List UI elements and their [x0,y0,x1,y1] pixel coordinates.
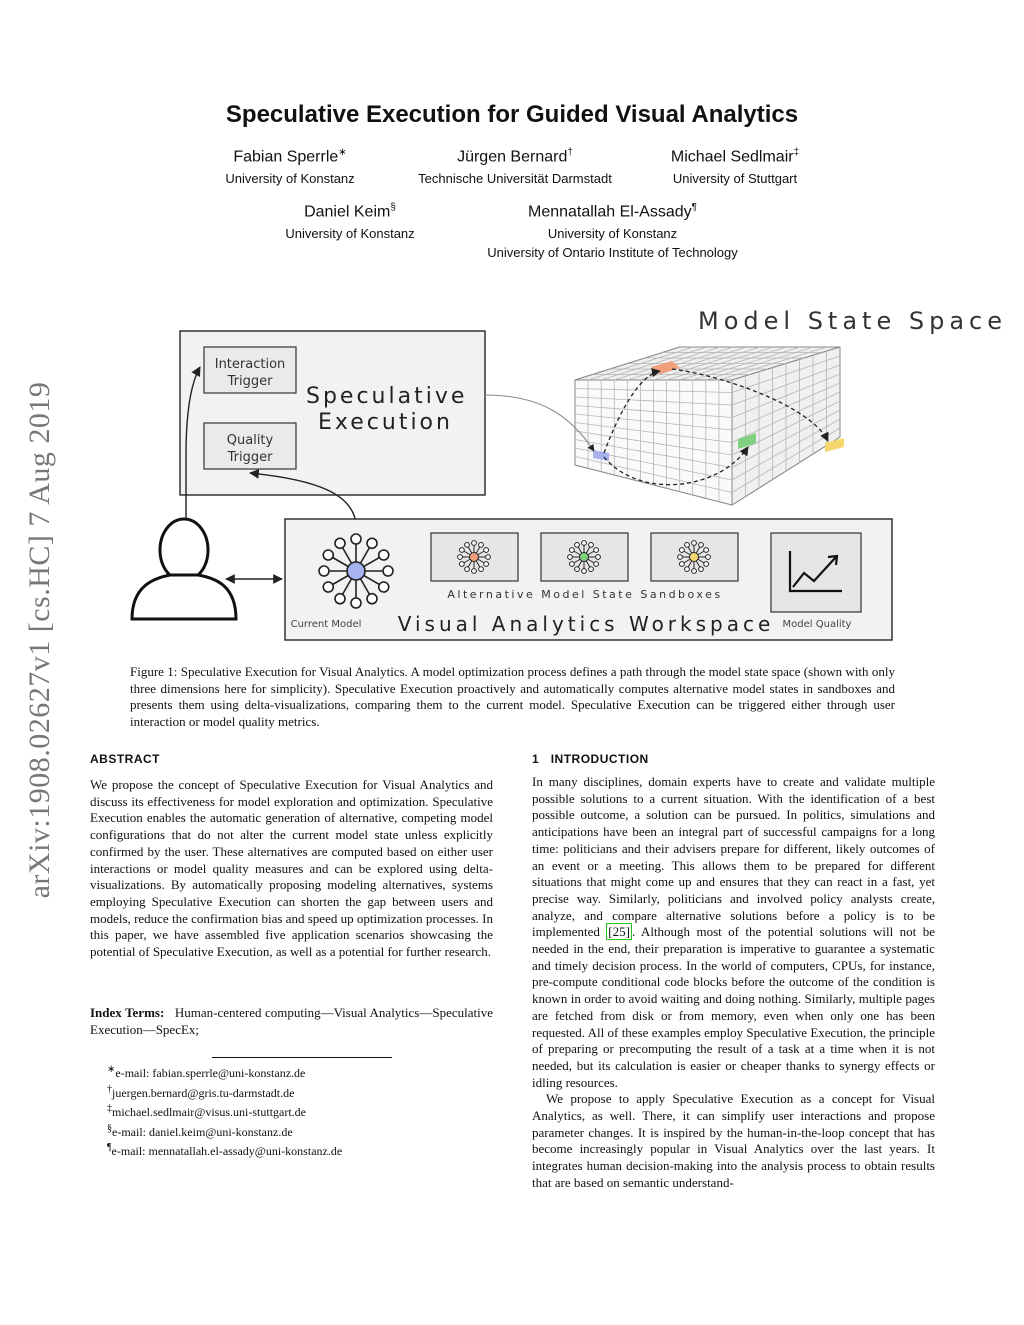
quality-trigger-label: Quality [226,433,274,448]
figure-speculative-execution [120,295,1007,650]
abstract-heading: ABSTRACT [90,752,160,766]
author-affiliation: University of Stuttgart [672,171,798,187]
author-block [260,202,440,241]
current-model-label: Current Model [290,619,362,630]
quality-trigger-label: Trigger [227,450,273,465]
author-block [400,147,630,186]
author-block [640,147,830,186]
introduction-body [532,774,935,1192]
author-affiliation-secondary: University of Ontario Institute of Technology [487,245,738,261]
interaction-trigger-label: Interaction [214,357,286,372]
author-name: Mennatallah El-Assady¶ [527,202,697,221]
section-title: INTRODUCTION [550,752,649,766]
section-number: 1 [532,752,540,766]
author-name: Jürgen Bernard† [457,147,573,166]
index-terms-value: Human-centered computing—Visual Analytics—Speculative Execution—SpecEx; [90,1005,494,1037]
footnote-item: §e-mail: daniel.keim@uni-konstanz.de [107,1122,293,1139]
footnote-rule [212,1057,392,1058]
arxiv-stamp [10,350,70,930]
author-block [460,202,765,260]
workspace-label: Visual Analytics Workspace [397,612,775,636]
paper-title: Speculative Execution for Guided Visual Analytics [225,101,799,128]
footnote-item: ‡michael.sedlmair@visus.uni-stuttgart.de [107,1103,307,1120]
author-name: Daniel Keim§ [304,202,396,221]
model-state-space-label: Model State Space [698,307,1007,335]
interaction-trigger-label: Trigger [227,374,273,389]
footnote-item: †juergen.bernard@gris.tu-darmstadt.de [107,1083,295,1100]
figure-caption: Figure 1: Speculative Execution for Visual Analytics. A model optimization process defines a path through the model state space (shown with only three dimensions here for simplicity). Speculative Execution proactively and automatically computes alternative model states in sandboxes and presents them using delta-visualizations, comparing them to the current model. Speculative Execution can be triggered either through user interaction or model quality metrics. [130,664,895,729]
index-terms [90,1005,493,1038]
intro-paragraph: In many disciplines, domain experts have to create and validate multiple possible solutions to a current situation. With the identification of a best possible outcome, a solution can be pursued. In politics, simulations and anticipations have been an integral part of successful campaigns for a long time: politicians and their advisers prepare for different, likely outcomes of an event or a meeting. This allows them to be prepared for different situations that might come up and ensures that they can react in a fast, yet precise way. Similarly, politicians and involved policy analysts create, analyze, and compare alternative solutions before a policy is to be implemented [25] . Although most of the potential solutions will not be needed in the end, their preparation is imperative to guarantee a systematic and timely decision process. In the world of computers, CPUs, for instance, pre-compute conditional code blocks before the outcome of the condition is known in order to avoid waiting and doing nothing. Similarly, multiple pages are fetched from disk or from memory, even when only one has been requested. All of these examples employ Speculative Execution, the principle of preparing or precomputing the result of a task at a time when it is not needed, but its calculation is easier or cheaper thanks to synergy effects or idling resources. [532,774,935,1090]
speculative-label: Speculative [306,384,468,409]
author-name: Fabian Sperrle∗ [233,147,347,166]
model-quality-label: Model Quality [782,619,852,630]
execution-label: Execution [318,410,453,435]
author-affiliation: University of Konstanz [285,226,415,242]
arxiv-stamp-text: arXiv:1908.02627v1 [cs.HC] 7 Aug 2019 [23,381,56,899]
sandboxes-label: Alternative Model State Sandboxes [447,588,723,601]
abstract-text: We propose the concept of Speculative Execution for Visual Analytics and discuss its effectiveness for model exploration and optimization. Speculative Execution enables the automatic generation of alternative, competing model configurations that do not alter the current model state unless explicitly confirmed by the user. These alternatives are computed based on either user interactions or model quality measures and can be explored using delta-visualizations. By automatically proposing modeling alternatives, systems employing Speculative Execution can shorten the gap between users and models, reduce the confirmation bias and speed up optimization processes. In this paper, we have assembled five application scenarios showcasing the potential of Speculative Execution, as well as a potential for further research. [90,777,493,960]
footnote-item: ∗e-mail: fabian.sperrle@uni-konstanz.de [107,1064,306,1080]
user-icon [132,519,236,619]
author-affiliation: Technische Universität Darmstadt [418,171,612,187]
author-affiliation: University of Konstanz [547,226,678,242]
author-block [190,147,390,186]
citation-link[interactable]: [25] [608,924,630,940]
model-quality-box [771,533,861,612]
author-name: Michael Sedlmair‡ [670,147,800,166]
footnote-item: ¶e-mail: mennatallah.el-assady@uni-konstanz.de [107,1142,343,1159]
author-affiliation: University of Konstanz [225,171,355,187]
model-state-cube [575,347,844,505]
intro-paragraph: We propose to apply Speculative Execution as a concept for Visual Analytics, as well. There, it can simplify user interactions and propose parameter changes. It is inspired by the human-in-the-loop concept that has become increasingly popular in Visual Analytics over the last years. It integrates human decision-making into the analysis process to obtain results that are based on semantic understand- [532,1091,935,1190]
introduction-heading [532,752,649,766]
index-terms-label: Index Terms: [90,1005,165,1020]
footnotes [107,1062,342,1160]
